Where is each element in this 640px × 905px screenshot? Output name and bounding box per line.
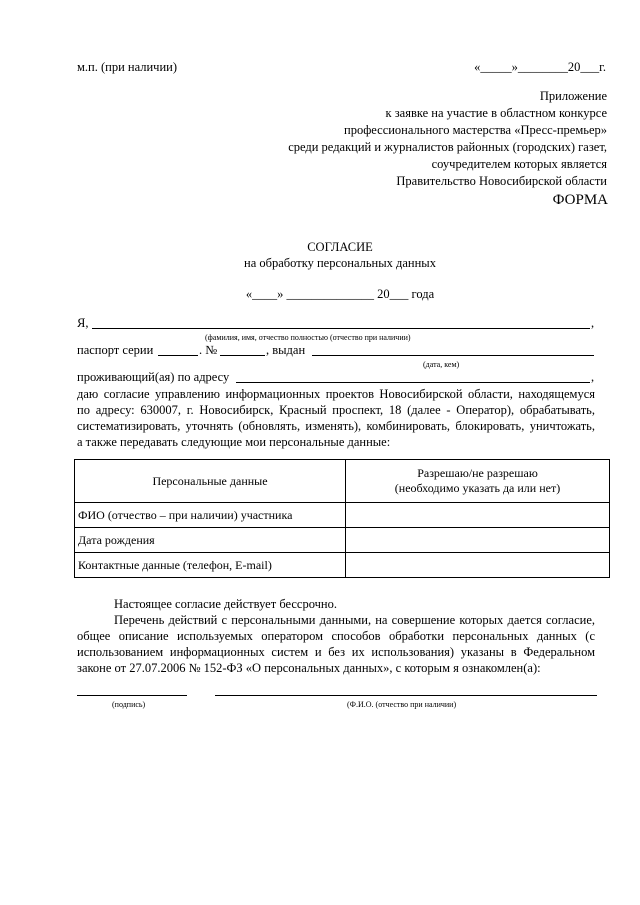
validity-text: Настоящее согласие действует бессрочно. (114, 597, 337, 611)
consent-line: а также передавать следующие мои персональные данные: (77, 435, 391, 449)
passport-number-field[interactable] (220, 355, 265, 356)
table-header-row (75, 460, 610, 503)
document-date-line: «____» ______________ 20___ года (245, 287, 435, 301)
permission-cell[interactable] (346, 528, 610, 553)
appendix-block (288, 88, 607, 190)
consent-line: систематизировать, уточнять (обновлять, изменять), комбинировать, блокировать, уничтожать, (77, 419, 595, 433)
signature-fio-field[interactable] (215, 695, 597, 696)
appendix-line: соучредителем которых является (431, 157, 607, 171)
column-header-personal-data: Персональные данные (75, 460, 346, 503)
passport-number-label: . № (199, 343, 218, 357)
permission-cell[interactable] (346, 503, 610, 528)
stamp-label: м.п. (при наличии) (77, 60, 177, 74)
signature-fio-hint: (Ф.И.О. (отчество при наличии) (347, 700, 457, 709)
issued-field[interactable] (312, 355, 594, 356)
address-label: проживающий(ая) по адресу (77, 370, 230, 384)
appendix-line: Правительство Новосибирской области (396, 174, 607, 188)
row-label: Контактные данные (телефон, E-mail) (75, 553, 346, 578)
actions-line: использованием информационных систем и без их использования) указаны в Федеральном (77, 645, 595, 659)
address-field[interactable] (236, 382, 590, 383)
table-row (75, 503, 610, 528)
actions-line: общее описание используемых оператором способов обработки персональных данных (с (77, 629, 595, 643)
row-label: Дата рождения (75, 528, 346, 553)
row-label: ФИО (отчество – при наличии) участника (75, 503, 346, 528)
appendix-line: профессионального мастерства «Пресс-премьер» (344, 123, 607, 137)
consent-line: даю согласие управлению информационных проектов Новосибирской области, находящемуся (77, 387, 595, 401)
passport-series-field[interactable] (158, 355, 198, 356)
fio-comma: , (591, 316, 595, 330)
actions-line: законе от 27.07.2006 № 152-ФЗ «О персональных данных», с которым я ознакомлен(а): (77, 661, 541, 675)
consent-line: по адресу: 630007, г. Новосибирск, Красный проспект, 18 (далее - Оператор), обрабатывать, (77, 403, 595, 417)
ya-label: Я, (77, 316, 89, 330)
signature-hint: (подпись) (112, 700, 146, 709)
permission-cell[interactable] (346, 553, 610, 578)
signature-field[interactable] (77, 695, 187, 696)
column-header-permission (346, 460, 610, 503)
address-comma: , (591, 370, 595, 384)
table-row (75, 553, 610, 578)
appendix-line: среди редакций и журналистов районных (городских) газет, (288, 140, 607, 154)
appendix-line: к заявке на участие в областном конкурсе (385, 106, 607, 120)
issued-label: , выдан (266, 343, 306, 357)
permission-header-line: Разрешаю/не разрешаю (417, 466, 538, 480)
passport-series-label: паспорт серии (77, 343, 154, 357)
fio-field[interactable] (92, 328, 590, 329)
document-subtitle: на обработку персональных данных (244, 256, 436, 270)
form-label: ФОРМА (552, 192, 608, 208)
document-title: СОГЛАСИЕ (307, 240, 373, 254)
header-date-line: «_____»________20___г. (474, 60, 606, 74)
fio-hint: (фамилия, имя, отчество полностью (отчество при наличии) (205, 333, 411, 342)
table-row (75, 528, 610, 553)
issued-hint: (дата, кем) (423, 360, 460, 369)
appendix-line: Приложение (539, 89, 607, 103)
actions-line: Перечень действий с персональными данными, на совершение которых дается согласие, (114, 613, 595, 627)
personal-data-table (74, 459, 610, 578)
permission-header-line: (необходимо указать да или нет) (394, 481, 561, 495)
